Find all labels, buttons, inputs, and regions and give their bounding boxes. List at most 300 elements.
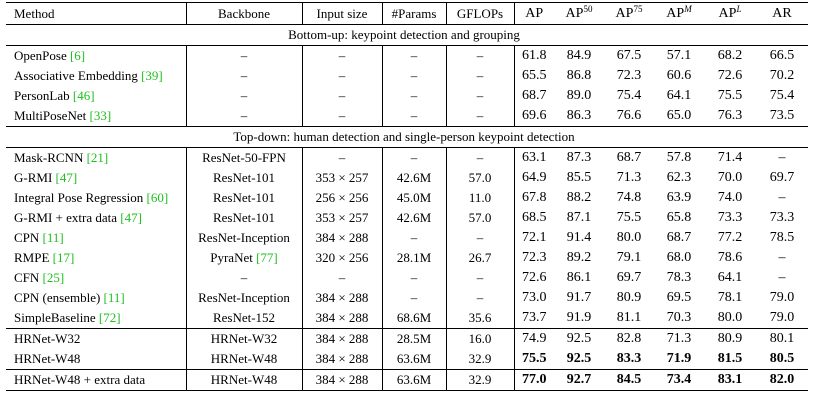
ap50-cell xyxy=(554,268,604,288)
apl-cell xyxy=(704,248,756,268)
ap75-cell xyxy=(604,288,654,308)
backbone-value: – xyxy=(240,88,248,103)
method-name: OpenPose xyxy=(14,48,67,63)
ap-value: 72.3 xyxy=(522,250,547,265)
ar-value: – xyxy=(778,150,786,165)
ap75-cell xyxy=(604,308,654,329)
ap75-value: 80.0 xyxy=(616,230,642,245)
gflops-cell xyxy=(446,148,514,169)
apm-value: 71.3 xyxy=(666,331,692,346)
ap-value: 68.5 xyxy=(522,210,547,225)
input-value: 320 × 256 xyxy=(315,250,369,265)
ap-value: 74.9 xyxy=(522,331,547,346)
gflops-value: – xyxy=(476,230,484,245)
backbone-cell xyxy=(186,188,302,208)
ap-cell xyxy=(514,288,554,308)
params-cell xyxy=(382,168,446,188)
ar-value: 79.0 xyxy=(769,310,795,325)
apl-value: 75.5 xyxy=(717,88,743,103)
ar-cell xyxy=(756,308,808,329)
input-value: – xyxy=(338,48,346,63)
ap-value: 77.0 xyxy=(522,372,547,387)
gflops-cell xyxy=(446,308,514,329)
ap-cell xyxy=(514,86,554,106)
params-value: – xyxy=(410,88,418,103)
table-row xyxy=(6,228,808,248)
citation-link[interactable]: [47] xyxy=(120,210,142,225)
ar-cell xyxy=(756,66,808,86)
input-cell xyxy=(302,228,382,248)
backbone-value: – xyxy=(240,270,248,285)
apl-cell xyxy=(704,148,756,169)
params-value: 45.0M xyxy=(396,190,432,205)
backbone-value: ResNet-101 xyxy=(212,210,276,225)
ap50-cell xyxy=(554,288,604,308)
input-value: 384 × 288 xyxy=(315,351,369,366)
ar-cell xyxy=(756,168,808,188)
ar-cell xyxy=(756,46,808,67)
input-value: – xyxy=(338,88,346,103)
input-cell xyxy=(302,288,382,308)
ap75-value: 76.6 xyxy=(616,108,642,123)
ap50-cell xyxy=(554,248,604,268)
method-name: G-RMI xyxy=(14,170,53,185)
citation-link[interactable]: [33] xyxy=(89,108,112,123)
apm-cell xyxy=(654,86,704,106)
params-value: – xyxy=(410,68,418,83)
ap50-value: 87.3 xyxy=(566,150,592,165)
apm-value: 73.4 xyxy=(666,372,692,387)
ar-cell xyxy=(756,248,808,268)
params-cell xyxy=(382,66,446,86)
section-row-top-down xyxy=(6,127,808,148)
method-name: Mask-RCNN xyxy=(14,150,84,165)
citation-link[interactable]: [72] xyxy=(98,310,121,325)
ap75-cell xyxy=(604,248,654,268)
apm-value: 63.9 xyxy=(666,190,692,205)
ap50-cell xyxy=(554,168,604,188)
apl-value: 78.6 xyxy=(717,250,743,265)
ar-value: 82.0 xyxy=(769,372,795,387)
apl-value: 76.3 xyxy=(717,108,743,123)
gflops-value: – xyxy=(476,68,484,83)
backbone-cell xyxy=(186,268,302,288)
backbone-cell xyxy=(186,106,302,127)
ap50-cell xyxy=(554,228,604,248)
params-cell xyxy=(382,208,446,228)
col-params-header: #Params xyxy=(382,3,446,25)
backbone-cell xyxy=(186,370,302,391)
apm-value: 65.0 xyxy=(666,108,692,123)
ap75-base: AP xyxy=(615,5,634,21)
apm-base: AP xyxy=(666,5,685,21)
params-cell xyxy=(382,370,446,391)
method-cell xyxy=(6,106,186,127)
ap50-cell xyxy=(554,188,604,208)
params-cell xyxy=(382,106,446,127)
apm-value: 65.8 xyxy=(666,210,692,225)
ap50-value: 85.5 xyxy=(566,170,592,185)
apm-cell xyxy=(654,268,704,288)
gflops-cell xyxy=(446,66,514,86)
params-value: 63.6M xyxy=(396,351,432,366)
backbone-value: ResNet-101 xyxy=(212,190,276,205)
apl-value: 78.1 xyxy=(717,290,743,305)
table-row xyxy=(6,168,808,188)
ap50-cell xyxy=(554,106,604,127)
method-cell xyxy=(6,86,186,106)
table-row xyxy=(6,148,808,169)
ap50-value: 91.4 xyxy=(566,230,592,245)
apl-cell xyxy=(704,188,756,208)
backbone-value: HRNet-W48 xyxy=(210,351,278,366)
gflops-cell xyxy=(446,168,514,188)
method-cell xyxy=(6,228,186,248)
ap50-cell xyxy=(554,46,604,67)
ar-value: 73.5 xyxy=(769,108,795,123)
params-value: – xyxy=(410,270,418,285)
apl-value: 74.0 xyxy=(717,190,743,205)
input-value: 353 × 257 xyxy=(315,170,369,185)
ar-cell xyxy=(756,148,808,169)
ap-value: 65.5 xyxy=(522,68,547,83)
ap75-value: 84.5 xyxy=(616,372,642,387)
ap-cell xyxy=(514,268,554,288)
section-title-bottom-up: Bottom-up: keypoint detection and grouping xyxy=(6,25,808,46)
backbone-cell xyxy=(186,148,302,169)
method-cell xyxy=(6,188,186,208)
method-name: HRNet-W32 xyxy=(14,331,81,346)
input-value: 384 × 288 xyxy=(315,310,369,325)
ap75-value: 75.5 xyxy=(616,210,642,225)
method-cell xyxy=(6,208,186,228)
ap75-value: 68.7 xyxy=(616,150,642,165)
method-name: MultiPoseNet xyxy=(14,108,87,123)
apm-cell xyxy=(654,308,704,329)
params-cell xyxy=(382,148,446,169)
backbone-cell xyxy=(186,228,302,248)
method-name: Integral Pose Regression xyxy=(14,190,144,205)
input-cell xyxy=(302,188,382,208)
apl-value: 64.1 xyxy=(717,270,743,285)
table-row xyxy=(6,349,808,370)
results-body xyxy=(6,25,808,391)
method-name: Associative Embedding xyxy=(14,68,138,83)
ap75-value: 67.5 xyxy=(616,48,642,63)
ap50-value: 86.8 xyxy=(566,68,592,83)
input-value: – xyxy=(338,108,346,123)
method-name: PersonLab xyxy=(14,88,70,103)
input-cell xyxy=(302,308,382,329)
table-row xyxy=(6,86,808,106)
col-apm-header xyxy=(654,3,704,25)
params-value: 42.6M xyxy=(396,170,432,185)
apm-cell xyxy=(654,148,704,169)
citation-link[interactable]: [11] xyxy=(103,290,125,305)
apl-cell xyxy=(704,106,756,127)
ap50-cell xyxy=(554,349,604,370)
table-row xyxy=(6,188,808,208)
gflops-value: 35.6 xyxy=(468,310,492,325)
apl-cell xyxy=(704,208,756,228)
apl-value: 72.6 xyxy=(717,68,743,83)
input-value: 256 × 256 xyxy=(315,190,369,205)
apl-value: 73.3 xyxy=(717,210,743,225)
apl-value: 77.2 xyxy=(717,230,743,245)
ar-cell xyxy=(756,329,808,350)
method-name: HRNet-W48 + extra data xyxy=(14,372,146,387)
method-cell xyxy=(6,66,186,86)
table-row xyxy=(6,106,808,127)
apl-value: 80.9 xyxy=(717,331,743,346)
ar-value: – xyxy=(778,250,786,265)
method-name: CFN xyxy=(14,270,40,285)
backbone-cell xyxy=(186,248,302,268)
backbone-value: ResNet-152 xyxy=(212,310,276,325)
method-cell xyxy=(6,288,186,308)
ap-value: 64.9 xyxy=(522,170,547,185)
backbone-cell xyxy=(186,288,302,308)
apl-cell xyxy=(704,288,756,308)
apl-base: AP xyxy=(718,5,737,21)
backbone-value: PyraNet xyxy=(210,250,253,265)
apm-cell xyxy=(654,106,704,127)
params-value: – xyxy=(410,48,418,63)
citation-link[interactable]: [47] xyxy=(55,170,78,185)
params-cell xyxy=(382,268,446,288)
apm-sup: M xyxy=(684,3,692,14)
backbone-value: HRNet-W32 xyxy=(210,331,278,346)
apm-value: 68.0 xyxy=(666,250,692,265)
method-cell xyxy=(6,268,186,288)
gflops-cell xyxy=(446,86,514,106)
gflops-value: 16.0 xyxy=(468,331,492,346)
ap75-cell xyxy=(604,370,654,391)
input-value: – xyxy=(338,150,346,165)
ap-cell xyxy=(514,168,554,188)
params-cell xyxy=(382,46,446,67)
method-name: HRNet-W48 xyxy=(14,351,81,366)
ap-value: 72.1 xyxy=(522,230,547,245)
params-value: – xyxy=(410,230,418,245)
ar-value: 80.1 xyxy=(769,331,795,346)
ar-cell xyxy=(756,268,808,288)
ap-value: 73.0 xyxy=(522,290,547,305)
gflops-value: 57.0 xyxy=(468,210,492,225)
ap-cell xyxy=(514,308,554,329)
citation-link[interactable]: [21] xyxy=(86,150,109,165)
col-ar-header: AR xyxy=(756,3,808,25)
apm-cell xyxy=(654,46,704,67)
apm-cell xyxy=(654,228,704,248)
col-backbone-header: Backbone xyxy=(186,3,302,25)
ap75-cell xyxy=(604,46,654,67)
citation-link[interactable]: [77] xyxy=(256,250,278,265)
apl-cell xyxy=(704,46,756,67)
apm-value: 62.3 xyxy=(666,170,692,185)
ap50-value: 92.5 xyxy=(566,331,592,346)
input-cell xyxy=(302,349,382,370)
gflops-value: – xyxy=(476,108,484,123)
ap75-value: 80.9 xyxy=(616,290,642,305)
ap-cell xyxy=(514,106,554,127)
ap75-value: 82.8 xyxy=(616,331,642,346)
ap75-value: 69.7 xyxy=(616,270,642,285)
apm-cell xyxy=(654,329,704,350)
apl-value: 83.1 xyxy=(717,372,743,387)
ap75-cell xyxy=(604,268,654,288)
gflops-cell xyxy=(446,228,514,248)
method-cell xyxy=(6,329,186,350)
params-cell xyxy=(382,329,446,350)
section-title-top-down: Top-down: human detection and single-person keypoint detection xyxy=(6,127,808,148)
ap75-cell xyxy=(604,188,654,208)
backbone-value: HRNet-W48 xyxy=(210,372,278,387)
apm-cell xyxy=(654,66,704,86)
input-cell xyxy=(302,66,382,86)
input-cell xyxy=(302,370,382,391)
input-cell xyxy=(302,208,382,228)
params-value: 28.1M xyxy=(396,250,432,265)
apl-cell xyxy=(704,66,756,86)
apm-value: 60.6 xyxy=(666,68,692,83)
gflops-value: 26.7 xyxy=(468,250,492,265)
apl-value: 68.2 xyxy=(717,48,743,63)
backbone-value: ResNet-Inception xyxy=(198,230,290,245)
params-value: 63.6M xyxy=(396,372,432,387)
ap75-value: 72.3 xyxy=(616,68,642,83)
backbone-value: ResNet-101 xyxy=(212,170,276,185)
gflops-cell xyxy=(446,268,514,288)
input-cell xyxy=(302,86,382,106)
ar-cell xyxy=(756,288,808,308)
ar-value: 80.5 xyxy=(769,351,795,366)
citation-link[interactable]: [25] xyxy=(42,270,65,285)
backbone-cell xyxy=(186,66,302,86)
backbone-cell xyxy=(186,329,302,350)
apl-cell xyxy=(704,86,756,106)
ap50-value: 92.7 xyxy=(566,372,592,387)
ar-value: 66.5 xyxy=(769,48,795,63)
apl-cell xyxy=(704,228,756,248)
params-value: – xyxy=(410,108,418,123)
apl-cell xyxy=(704,268,756,288)
results-table xyxy=(6,2,808,391)
input-value: 353 × 257 xyxy=(315,210,369,225)
ar-cell xyxy=(756,228,808,248)
ar-cell xyxy=(756,208,808,228)
ap-cell xyxy=(514,46,554,67)
ap75-cell xyxy=(604,168,654,188)
input-value: – xyxy=(338,270,346,285)
col-apl-header xyxy=(704,3,756,25)
ap75-cell xyxy=(604,106,654,127)
table-row xyxy=(6,248,808,268)
ap50-cell xyxy=(554,308,604,329)
gflops-cell xyxy=(446,106,514,127)
ap50-value: 86.3 xyxy=(566,108,592,123)
ap50-cell xyxy=(554,329,604,350)
citation-link[interactable]: [39] xyxy=(141,68,163,83)
ap-cell xyxy=(514,228,554,248)
gflops-value: – xyxy=(476,290,484,305)
params-value: – xyxy=(410,290,418,305)
ap75-value: 74.8 xyxy=(616,190,642,205)
citation-link[interactable]: [6] xyxy=(69,48,86,63)
ar-cell xyxy=(756,370,808,391)
citation-link[interactable]: [11] xyxy=(42,230,64,245)
apl-cell xyxy=(704,349,756,370)
ap75-cell xyxy=(604,86,654,106)
gflops-value: – xyxy=(476,150,484,165)
col-gflops-header: GFLOPs xyxy=(446,3,514,25)
ap-value: 75.5 xyxy=(522,351,547,366)
backbone-cell xyxy=(186,349,302,370)
backbone-cell xyxy=(186,46,302,67)
gflops-value: 11.0 xyxy=(468,190,492,205)
ap-value: 69.6 xyxy=(522,108,547,123)
backbone-value: – xyxy=(240,48,248,63)
ap50-value: 91.9 xyxy=(566,310,592,325)
ar-cell xyxy=(756,188,808,208)
apl-sup: L xyxy=(736,3,742,14)
gflops-cell xyxy=(446,288,514,308)
apm-cell xyxy=(654,349,704,370)
method-cell xyxy=(6,46,186,67)
apm-value: 68.7 xyxy=(666,230,692,245)
method-cell xyxy=(6,168,186,188)
ar-value: 70.2 xyxy=(769,68,795,83)
gflops-value: 32.9 xyxy=(468,372,492,387)
ap50-cell xyxy=(554,370,604,391)
gflops-value: 32.9 xyxy=(468,351,492,366)
input-cell xyxy=(302,248,382,268)
params-cell xyxy=(382,288,446,308)
params-value: – xyxy=(410,150,418,165)
params-cell xyxy=(382,308,446,329)
method-cell xyxy=(6,349,186,370)
input-value: – xyxy=(338,68,346,83)
method-name: RMPE xyxy=(14,250,50,265)
apm-cell xyxy=(654,168,704,188)
input-cell xyxy=(302,46,382,67)
ar-cell xyxy=(756,349,808,370)
table-row xyxy=(6,208,808,228)
col-method-header: Method xyxy=(6,3,186,25)
ap50-base: AP xyxy=(565,5,584,21)
ap-value: 68.7 xyxy=(522,88,547,103)
table-row xyxy=(6,329,808,350)
ap75-value: 81.1 xyxy=(616,310,642,325)
method-cell xyxy=(6,148,186,169)
citation-link[interactable]: [46] xyxy=(72,88,95,103)
input-value: 384 × 288 xyxy=(315,230,369,245)
backbone-cell xyxy=(186,208,302,228)
ap75-cell xyxy=(604,349,654,370)
ar-value: 69.7 xyxy=(769,170,795,185)
citation-link[interactable]: [60] xyxy=(146,190,169,205)
apm-value: 78.3 xyxy=(666,270,692,285)
params-value: 28.5M xyxy=(396,331,432,346)
ap-cell xyxy=(514,66,554,86)
apm-cell xyxy=(654,188,704,208)
ap50-value: 92.5 xyxy=(566,351,592,366)
gflops-value: – xyxy=(476,48,484,63)
params-cell xyxy=(382,228,446,248)
citation-link[interactable]: [17] xyxy=(52,250,75,265)
ap50-cell xyxy=(554,86,604,106)
ap-cell xyxy=(514,329,554,350)
